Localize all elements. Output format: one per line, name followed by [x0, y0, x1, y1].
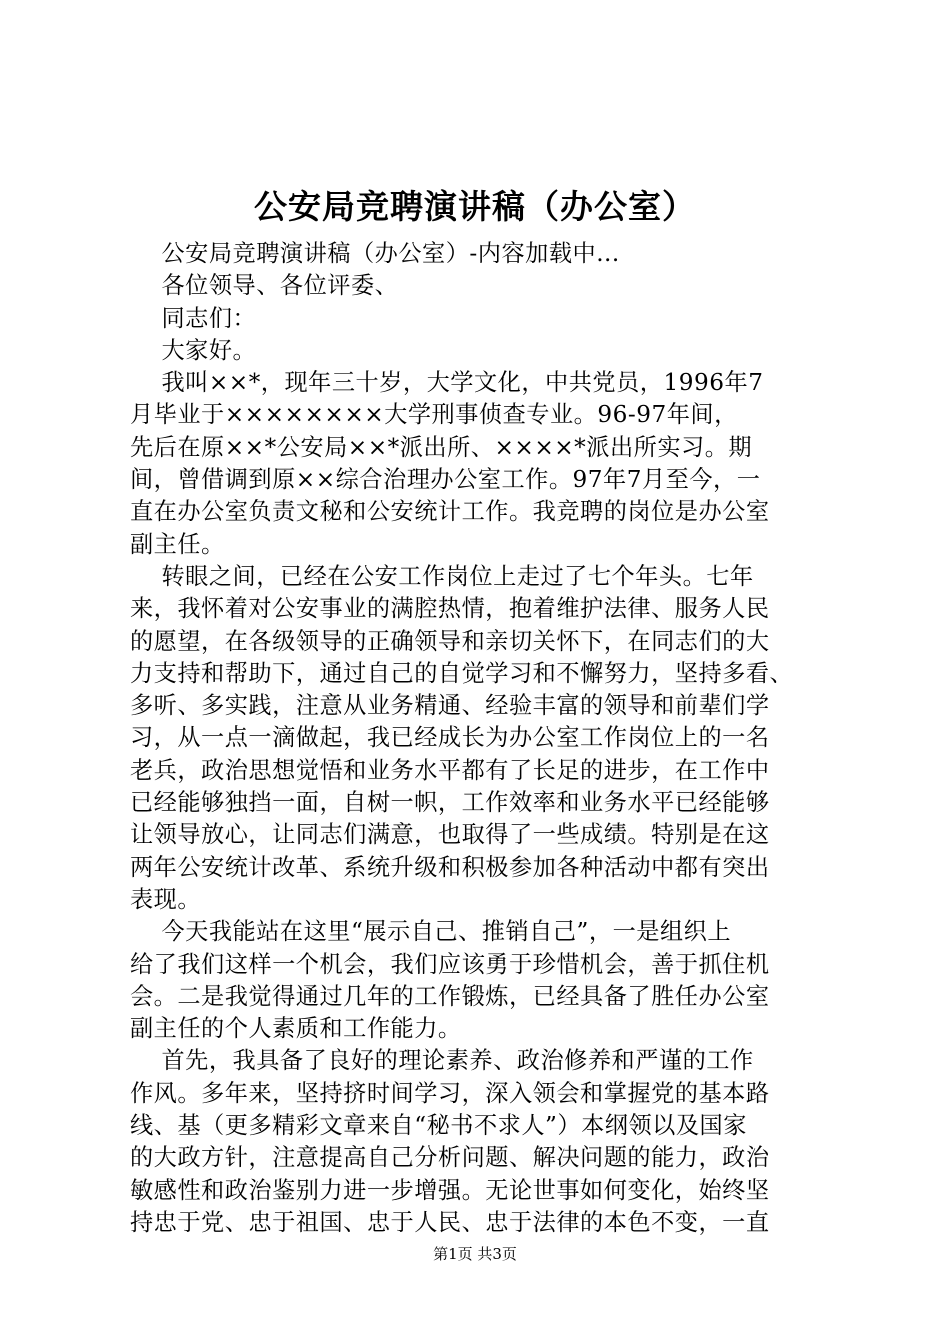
body-text-line: 同志们： — [130, 304, 257, 332]
page-footer — [0, 1244, 950, 1264]
body-text-line: 公安局竞聘演讲稿（办公室）-内容加载中... — [130, 240, 620, 267]
body-text-line: 已经能够独挡一面，自树一帜，工作效率和业务水平已经能够 — [130, 789, 770, 817]
body-text-line: 直在办公室负责文秘和公安统计工作。我竞聘的岗位是办公室 — [130, 498, 770, 526]
body-text-line: 力支持和帮助下，通过自己的自觉学习和不懈努力，坚持多看、 — [130, 659, 794, 687]
body-text-line: 大家好。 — [130, 336, 257, 364]
document-title: 公安局竞聘演讲稿（办公室） — [254, 187, 696, 226]
document-body — [130, 238, 830, 1239]
body-text-line: 让领导放心，让同志们满意，也取得了一些成绩。特别是在这 — [130, 821, 770, 849]
body-text-line: 老兵，政治思想觉悟和业务水平都有了长足的进步，在工作中 — [130, 756, 770, 784]
body-text-line: 副主任的个人素质和工作能力。 — [130, 1015, 462, 1043]
body-text-line: 我叫××*，现年三十岁，大学文化，中共党员，1996年7 — [130, 369, 764, 397]
body-text-line: 今天我能站在这里“展示自己、推销自己”，一是组织上 — [130, 918, 732, 946]
body-text-line: 月毕业于××××××××大学刑事侦查专业。96-97年间， — [130, 401, 738, 429]
body-text-line: 给了我们这样一个机会，我们应该勇于珍惜机会，善于抓住机 — [130, 950, 770, 978]
body-text-line: 间，曾借调到原××综合治理办公室工作。97年7月至今，一 — [130, 466, 761, 494]
body-text-line: 两年公安统计改革、系统升级和积极参加各种活动中都有突出 — [130, 853, 770, 881]
body-text-line: 的愿望，在各级领导的正确领导和亲切关怀下，在同志们的大 — [130, 627, 770, 655]
body-text-line: 多听、多实践，注意从业务精通、经验丰富的领导和前辈们学 — [130, 692, 770, 720]
body-text-line: 作风。多年来，坚持挤时间学习，深入领会和掌握党的基本路 — [130, 1079, 770, 1107]
body-text-line: 来，我怀着对公安事业的满腔热情，抱着维护法律、服务人民 — [130, 595, 770, 623]
body-text-line: 的大政方针，注意提高自己分析问题、解决问题的能力，政治 — [130, 1144, 770, 1172]
body-text-line: 首先，我具备了良好的理论素养、政治修养和严谨的工作 — [130, 1047, 754, 1075]
body-text-line: 各位领导、各位评委、 — [130, 272, 399, 300]
page-number-label: 第1页 共3页 — [433, 1245, 517, 1263]
body-text-line: 会。二是我觉得通过几年的工作锻炼，已经具备了胜任办公室 — [130, 982, 770, 1010]
body-text-line: 先后在原××*公安局××*派出所、××××*派出所实习。期 — [130, 433, 753, 461]
body-text-line: 线、基（更多精彩文章来自“秘书不求人”）本纲领以及国家 — [130, 1112, 747, 1140]
body-text-line: 转眼之间，已经在公安工作岗位上走过了七个年头。七年 — [130, 562, 754, 590]
body-text-line: 习，从一点一滴做起，我已经成长为办公室工作岗位上的一名 — [130, 724, 770, 752]
body-text-line: 持忠于党、忠于祖国、忠于人民、忠于法律的本色不变，一直 — [130, 1208, 770, 1236]
body-text-line: 副主任。 — [130, 530, 225, 558]
body-text-line: 敏感性和政治鉴别力进一步增强。无论世事如何变化，始终坚 — [130, 1176, 770, 1204]
body-text-line: 表现。 — [130, 885, 202, 913]
